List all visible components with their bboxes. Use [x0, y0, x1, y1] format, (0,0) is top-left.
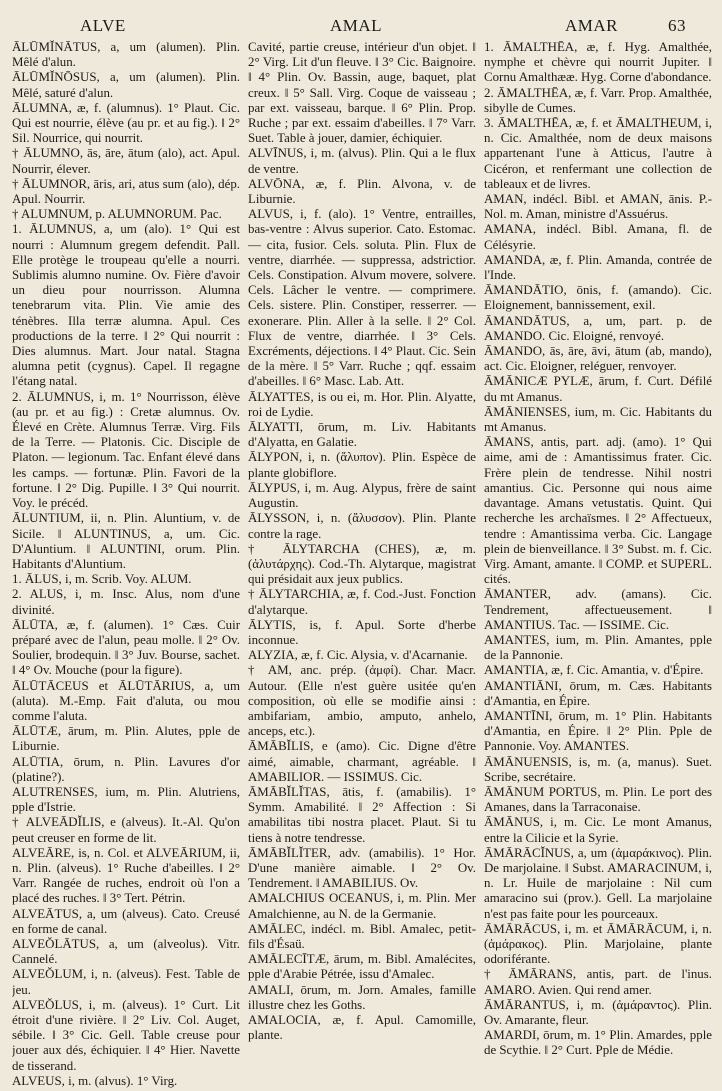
page-number: 63	[668, 16, 686, 35]
dictionary-entry: AMALCHIUS OCEANUS, i, m. Plin. Mer Amalchienne, au N. de la Germanie.	[248, 891, 476, 921]
dictionary-entry: AMANDA, æ, f. Plin. Amanda, contrée de l'Inde.	[484, 252, 712, 283]
column-middle	[248, 40, 476, 1088]
dictionary-entry: 1. ĀLUMNUS, a, um (alo). 1° Qui est nourri : Alumnum gregem defendit. Pall. Elle protège le troupeau qu'elle a nourri. Sublimis alumno numine. Ov. Fière d'avoir un dieu pour nourrisson. Alumna tenebrarum vita. Plin. Vie amie des ténèbres. Illa terræ alumna. Apul. Ces productions de la terre. ‖ 2° Qui nourrit : Dies alumnus. Mart. Jour natal. Stagna alumna petit (cygnus). Capel. Il regagne l'étang natal.	[12, 222, 240, 389]
dictionary-entry: ĀLYPON, i, n. (ἄλυπον). Plin. Espèce de plante globiflore.	[248, 450, 476, 480]
dictionary-entry: ĀMANS, antis, part. adj. (amo). 1° Qui aime, ami de : Amantissimus frater. Cic. Frère plein de tendresse. Nihil nostri amantius. Cic. Personne qui nous aime davantage. Amans vetustatis. Quint. Qui recherche les archaïsmes. ‖ 2° Affectueux, tendre : Amantissima verba. Cic. Langage plein de bienveillance. ‖ 3° Subst. m. f. Cic. Virg. Amant, amante. ‖ COMP. et SUPERL. cités.	[484, 435, 712, 587]
dictionary-entry: ALVUS, i, f. (alo). 1° Ventre, entrailles, bas-ventre : Alvus superior. Cato. Estomac. — cita, fusior. Cels. soluta. Plin. Flux de ventre, diarrhée. — suppressa, adstrictior. Cels. Constipation. Alvum movere, solvere. Cels. Lâcher le ventre. — comprimere. Cels. sistere. Plin. Constiper, resserrer. — exonerare. Plin. Aller à la selle. ‖ 2° Col. Flux de ventre, diarrhée. ‖ 3° Cels. Excréments, déjections. ‖ 4° Plaut. Cic. Sein de la mère. ‖ 5° Varr. Ruche ; qqf. essaim d'abeilles. ‖ 6° Masc. Lab. Att.	[248, 207, 476, 389]
dictionary-entry: ĀMĀNIENSES, ium, m. Cic. Habitants du mt Amanus.	[484, 404, 712, 435]
dictionary-entry: ĀLYPUS, i, m. Aug. Alypus, frère de saint Augustin.	[248, 480, 476, 511]
dictionary-entry: ALŪTIA, ōrum, n. Plin. Lavures d'or (platine?).	[12, 754, 240, 784]
column-left	[12, 40, 240, 1088]
dictionary-entry: ĀLUNTIUM, ii, n. Plin. Aluntium, v. de Sicile. ‖ ALUNTINUS, a, um. Cic. D'Aluntium. ‖ ALUNTINI, orum. Plin. Habitants d'Aluntium.	[12, 511, 240, 571]
dictionary-entry: AMALI, ōrum, m. Jorn. Amales, famille illustre chez les Goths.	[248, 982, 476, 1012]
dictionary-entry: ĀMANDO, ās, āre, āvi, ātum (ab, mando), act. Cic. Eloigner, reléguer, renvoyer.	[484, 344, 712, 374]
dictionary-entry: ĀLYSSON, i, n. (ἄλυσσον). Plin. Plante contre la rage.	[248, 511, 476, 541]
dictionary-entry: AMĀLECĪTÆ, ārum, m. Bibl. Amalécites, pple d'Arabie Pétrée, issu d'Amalec.	[248, 952, 476, 982]
dictionary-entry: ĀMANTER, adv. (amans). Cic. Tendrement, affectueusement. ‖ AMANTIUS. Tac. — ISSIME. Cic.	[484, 587, 712, 632]
dictionary-entry: 2. ALUS, i, m. Insc. Alus, nom d'une divinité.	[12, 587, 240, 617]
dictionary-entry: ĀMĀBĬLĬTER, adv. (amabilis). 1° Hor. D'une manière aimable. ‖ 2° Ov. Tendrement. ‖ AMABILIUS. Ov.	[248, 845, 476, 891]
dictionary-entry: ALVŌNA, æ, f. Plin. Alvona, v. de Liburnie.	[248, 176, 476, 207]
dictionary-entry: AMANTES, ium, m. Plin. Amantes, pple de la Pannonie.	[484, 632, 712, 663]
dictionary-entry: ALVEŎLUM, i, n. (alveus). Fest. Table de jeu.	[12, 967, 240, 997]
dictionary-entry: 1. ĀMALTHĒA, æ, f. Hyg. Amalthée, nymphe et chèvre qui nourrit Jupiter. ‖ Cornu Amalthææ. Hyg. Corne d'abondance.	[484, 40, 712, 85]
dictionary-entry: † ALVEĀDĬLIS, e (alveus). It.-Al. Qu'on peut creuser en forme de lit.	[12, 815, 240, 845]
dictionary-entry: AMANTIA, æ, f. Cic. Amantia, v. d'Épire.	[484, 663, 704, 678]
dictionary-entry: ALVEŎLUS, i, m. (alveus). 1° Curt. Lit étroit d'une rivière. ‖ 2° Liv. Col. Auget, sébile. ‖ 3° Cic. Gell. Table creuse pour jouer aux dés, échiquier. ‖ 4° Hier. Navette de tisserand.	[12, 997, 240, 1073]
dictionary-entry: ĀLŪMĬNŌSUS, a, um (alumen). Plin. Mêlé, saturé d'alun.	[12, 70, 240, 100]
dictionary-entry: AMAN, indécl. Bibl. et AMAN, ānis. P.-Nol. m. Aman, ministre d'Assuérus.	[484, 192, 712, 222]
dictionary-entry: AMANTĪNI, ōrum, m. 1° Plin. Habitants d'Amantia, en Épire. ‖ 2° Plin. Pple de Pannonie. Voy. AMANTES.	[484, 708, 712, 754]
dictionary-entry: AMĀLEC, indécl. m. Bibl. Amalec, petit-fils d'Ésaü.	[248, 921, 476, 951]
dictionary-entry: AMARDI, ōrum, m. 1° Plin. Amardes, pple de Scythie. ‖ 2° Curt. Pple de Médie.	[484, 1028, 712, 1058]
dictionary-entry: ĀLUMNA, æ, f. (alumnus). 1° Plaut. Cic. Qui est nourrie, élève (au pr. et au fig.). ‖ 2° Sil. Nourrice, qui nourrit.	[12, 100, 240, 146]
dictionary-entry: 2. ĀLUMNUS, i, m. 1° Nourrisson, élève (au pr. et au fig.) : Cretæ alumnus. Ov. Élevé en Crète. Alumnus Terræ. Virg. Fils de la Terre. — Platonis. Cic. Disciple de Platon. — legionum. Tac. Enfant élevé dans les camps. — fortunæ. Plin. Favori de la fortune. ‖ 2° Dig. Pupille. ‖ 3° Qui nourrit. Voy. le précéd.	[12, 389, 240, 511]
dictionary-entry: ĀLYTIS, is, f. Apul. Sorte d'herbe inconnue.	[248, 617, 476, 647]
dictionary-entry: ĀLYATTES, is ou ei, m. Hor. Plin. Alyatte, roi de Lydie.	[248, 389, 476, 419]
dictionary-entry: ALVEĀTUS, a, um (alveus). Cato. Creusé en forme de canal.	[12, 906, 240, 936]
dictionary-entry: AMANA, indécl. Bibl. Amana, fl. de Célésyrie.	[484, 222, 712, 252]
dictionary-entry: † ĀMĀRANS, antis, part. de l'inus. AMARO. Avien. Qui rend amer.	[484, 967, 712, 997]
dictionary-entry: † AM, anc. prép. (ἀμφί). Char. Macr. Autour. (Elle n'est guère usitée qu'en composition, où elle se modifie ainsi : ambifariam, ambio, amputo, anhelo, anceps, etc.).	[248, 663, 476, 739]
dictionary-entry: ĀLŪTÆ, ārum, m. Plin. Alutes, pple de Liburnie.	[12, 724, 240, 754]
dictionary-columns	[12, 40, 712, 1088]
right-running-head: AMAR	[565, 16, 619, 35]
dictionary-entry: ĀMĀNUENSIS, is, m. (a, manus). Suet. Scribe, secrétaire.	[484, 754, 712, 784]
dictionary-entry: ĀMANDĀTIO, ōnis, f. (amando). Cic. Eloignement, bannissement, exil.	[484, 283, 712, 313]
dictionary-entry: ĀMĀRĀCĬNUS, a, um (ἀμαράκινος). Plin. De marjolaine. ‖ Subst. AMARACINUM, i, n. Lr. Huile de marjolaine : Nil cum amaracino sui (prov.). Gell. La marjolaine n'est pas faite pour les pourceaux.	[484, 845, 712, 921]
dictionary-entry: ALVĪNUS, i, m. (alvus). Plin. Qui a le flux de ventre.	[248, 146, 476, 176]
dictionary-entry: ALVEĀRE, is, n. Col. et ALVEĀRIUM, ii, n. Plin. (alveus). 1° Ruche d'abeilles. ‖ 2° Varr. Rangée de ruches, endroit où l'on a placé des ruches. ‖ 3° Tert. Pétrin.	[12, 845, 240, 906]
dictionary-entry: † ALUMNUM, p. ALUMNORUM. Pac.	[12, 207, 222, 222]
dictionary-entry: ĀMĀNUS, i, m. Cic. Le mont Amanus, entre la Cilicie et la Syrie.	[484, 815, 712, 845]
dictionary-entry: ĀLYATTI, ōrum, m. Liv. Habitants d'Alyatta, en Galatie.	[248, 420, 476, 450]
dictionary-entry: 3. ĀMALTHĒA, æ, f. et ĀMALTHEUM, i, n. Cic. Amalthée, nom de deux maisons appartenant l'une à Atticus, l'autre à Cicéron, et renfermant une collection de tableaux et de livres.	[484, 116, 712, 191]
dictionary-entry: 2. ĀMALTHĒA, æ, f. Varr. Prop. Amalthée, sibylle de Cumes.	[484, 85, 712, 115]
dictionary-entry: ĀMĀNICÆ PYLÆ, ārum, f. Curt. Défilé du mt Amanus.	[484, 374, 712, 404]
dictionary-entry: † ĀLYTARCHA (CHES), æ, m. (ἀλυτάρχης). Cod.-Th. Alytarque, magistrat qui présidait aux jeux publics.	[248, 541, 476, 587]
dictionary-entry: † ĀLYTARCHIA, æ, f. Cod.-Just. Fonction d'alytarque.	[248, 587, 476, 617]
dictionary-entry: 1. ĀLUS, i, m. Scrib. Voy. ALUM.	[12, 572, 192, 587]
dictionary-entry: ĀMĀRANTUS, i, m. (ἀμάραντος). Plin. Ov. Amarante, fleur.	[484, 997, 712, 1027]
dictionary-entry: ĀMANDĀTUS, a, um, part. p. de AMANDO. Cic. Eloigné, renvoyé.	[484, 313, 712, 343]
page-header	[0, 0, 722, 42]
dictionary-entry: ALYZIA, æ, f. Cic. Alysia, v. d'Acarnanie.	[248, 648, 468, 663]
dictionary-entry: AMANTIĀNI, ōrum, m. Cæs. Habitants d'Amantia, en Épire.	[484, 678, 712, 708]
dictionary-entry: ĀMĀBĬLĬTAS, ātis, f. (amabilis). 1° Symm. Amabilité. ‖ 2° Affection : Si amabilitas tibi nostra placet. Plaut. Si tu tiens à notre tendresse.	[248, 784, 476, 845]
dictionary-entry: ALVEŎLĀTUS, a, um (alveolus). Vitr. Cannelé.	[12, 936, 240, 967]
left-running-head: ALVE	[80, 16, 126, 35]
dictionary-entry: ĀLŪMĬNĀTUS, a, um (alumen). Plin. Mêlé d'alun.	[12, 40, 240, 70]
dictionary-entry: ALVEUS, i, m. (alvus). 1° Virg.	[12, 1073, 178, 1088]
center-running-head: AMAL	[330, 16, 383, 35]
dictionary-entry: † ĀLUMNO, ās, āre, ātum (alo), act. Apul. Nourrir, élever.	[12, 146, 240, 176]
dictionary-entry: ĀMĀBĬLIS, e (amo). Cic. Digne d'être aimé, aimable, charmant, agréable. ‖ AMABILIOR. — ISSIMUS. Cic.	[248, 739, 476, 784]
dictionary-entry: Cavité, partie creuse, intérieur d'un objet. ‖ 2° Virg. Lit d'un fleuve. ‖ 3° Cic. Baignoire. ‖ 4° Plin. Ov. Bassin, auge, baquet, plat creux. ‖ 5° Sall. Virg. Coque de vaisseau ; par ext. vaisseau, barque. ‖ 6° Plin. Prop. Ruche ; par ext. essaim d'abeilles. ‖ 7° Varr. Suet. Table à jouer, damier, échiquier.	[248, 40, 476, 146]
dictionary-entry: ĀLŪTA, æ, f. (alumen). 1° Cæs. Cuir préparé avec de l'alun, peau molle. ‖ 2° Ov. Soulier, brodequin. ‖ 3° Juv. Bourse, sachet. ‖ 4° Ov. Mouche (pour la figure).	[12, 617, 240, 678]
dictionary-entry: † ĀLUMNOR, āris, ari, atus sum (alo), dép. Apul. Nourrir.	[12, 176, 240, 207]
dictionary-entry: ĀMĀRĀCUS, i, m. et ĀMĀRĀCUM, i, n. (ἀμάρακος). Plin. Marjolaine, plante odoriférante.	[484, 921, 712, 967]
dictionary-entry: AMALOCIA, æ, f. Apul. Camomille, plante.	[248, 1013, 476, 1043]
dictionary-entry: ĀMĀNUM PORTUS, m. Plin. Le port des Amanes, dans la Tarraconaise.	[484, 784, 712, 815]
dictionary-entry: ĀLŪTĀCEUS et ĀLŪTĀRIUS, a, um (aluta). M.-Emp. Fait d'aluta, ou mou comme l'aluta.	[12, 678, 240, 723]
dictionary-entry: ALUTRENSES, ium, m. Plin. Alutriens, pple d'Istrie.	[12, 784, 240, 815]
column-right	[484, 40, 712, 1088]
